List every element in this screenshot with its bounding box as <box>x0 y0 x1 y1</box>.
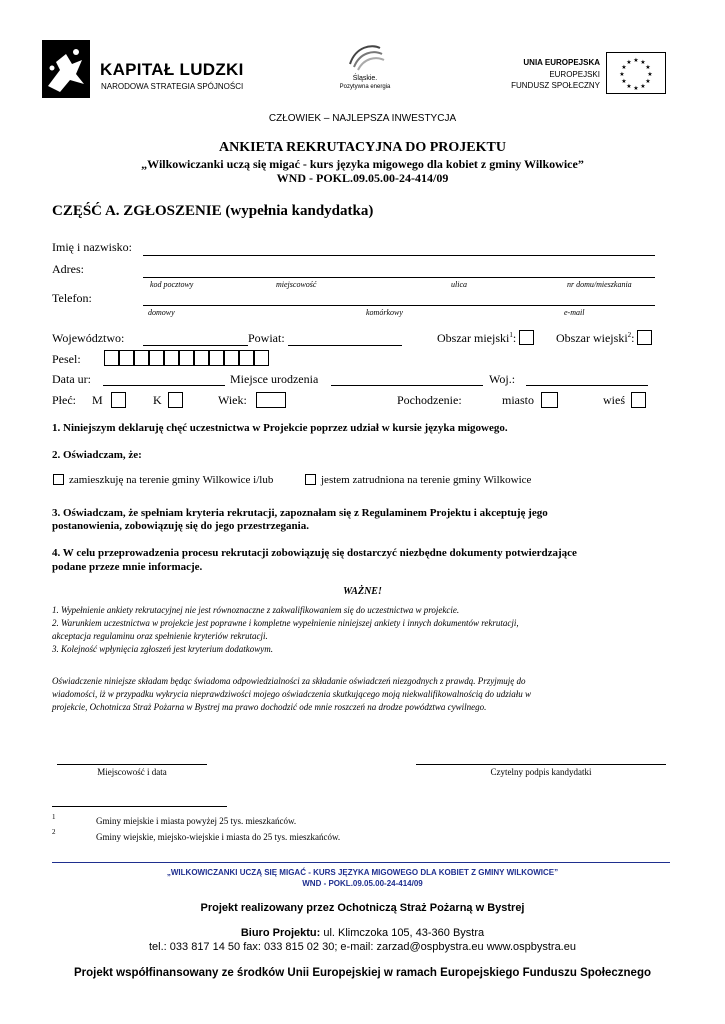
pesel-label: Pesel: <box>52 352 81 366</box>
footer-office-address: ul. Klimczoka 105, 43-360 Bystra <box>323 927 485 939</box>
rural-colon: : <box>631 331 635 345</box>
project-name: „Wilkowiczanki uczą się migać - kurs języka migowego dla kobiet z gminy Wilkowice” <box>141 157 584 171</box>
voivodeship-label: Województwo: <box>52 331 125 345</box>
pesel-digit-box[interactable] <box>224 350 239 366</box>
footer-realized-by: Projekt realizowany przez Ochotniczą Straż Pożarną w Bystrej <box>200 902 525 914</box>
county-label: Powiat: <box>248 331 285 345</box>
postal-code-caption: kod pocztowy <box>150 280 194 289</box>
svg-text:★: ★ <box>640 83 646 90</box>
slaskie-line2: Pozytywna energia <box>339 84 391 90</box>
rural-area-text: Obszar wiejski <box>556 331 628 345</box>
name-field[interactable] <box>143 255 655 256</box>
declaration-4-line2: podane przeze mnie informacje. <box>52 561 203 573</box>
eu-flag-icon <box>606 52 666 94</box>
footer-cofinanced: Projekt współfinansowany ze środków Unii Europejskiej w ramach Europejskiego Funduszu Społecznego <box>73 967 652 979</box>
address-label: Adres: <box>52 262 84 276</box>
footnote-1: Gminy miejskie i miasta powyżej 25 tys. mieszkańców. <box>96 816 297 826</box>
rural-area-label <box>556 331 635 346</box>
origin-village-checkbox[interactable] <box>631 392 646 408</box>
svg-text:★: ★ <box>621 78 627 85</box>
statement-line1: Oświadczenie niniejsze składam będąc świadoma odpowiedzialności za składanie oświadczeń niezgodnych z prawdą. Przyjmuję do <box>52 676 526 686</box>
pesel-digit-box[interactable] <box>254 350 269 366</box>
eu-line3: FUNDUSZ SPOŁECZNY <box>511 81 600 90</box>
birthdate-label: Data ur: <box>52 372 91 386</box>
footer-project-code: WND - POKL.09.05.00-24-414/09 <box>302 879 423 888</box>
mobile-phone-caption: komórkowy <box>366 308 403 317</box>
footnote-2: Gminy wiejskie, miejsko-wiejskie i miasta do 25 tys. mieszkańców. <box>96 832 341 842</box>
origin-city-label: miasto <box>502 393 534 407</box>
footnote-2-number: 2 <box>52 828 56 836</box>
pesel-digit-box[interactable] <box>209 350 224 366</box>
pesel-digit-box[interactable] <box>194 350 209 366</box>
place-date-caption: Miejscowość i data <box>97 767 167 777</box>
declaration-2: 2. Oświadczam, że: <box>52 449 142 461</box>
pesel-digit-box[interactable] <box>164 350 179 366</box>
phone-field[interactable] <box>143 305 655 306</box>
name-label: Imię i nazwisko: <box>52 240 132 254</box>
section-a-heading: CZĘŚĆ A. ZGŁOSZENIE (wypełnia kandydatka) <box>52 203 374 219</box>
county-field[interactable] <box>288 345 402 346</box>
birthdate-field[interactable] <box>103 385 225 386</box>
svg-text:★: ★ <box>633 85 639 92</box>
slaskie-logo <box>330 42 400 97</box>
svg-text:★: ★ <box>633 57 639 64</box>
eu-line1: UNIA EUROPEJSKA <box>523 58 600 67</box>
urban-footnote-ref: 1 <box>509 331 513 339</box>
statement-line3: projekcie, Ochotnicza Straż Pożarna w Bystrej ma prawo dochodzić ode mnie roszczeń na drodze powództwa cywilnego. <box>52 702 487 712</box>
rural-footnote-ref: 2 <box>627 331 632 339</box>
important-title: WAŻNE! <box>343 586 382 597</box>
employment-option: jestem zatrudniona na terenie gminy Wilkowice <box>321 474 532 486</box>
pesel-digit-box[interactable] <box>149 350 164 366</box>
footer-office-label: Biuro Projektu: <box>240 927 321 939</box>
kapital-ludzki-emblem-icon <box>42 40 90 98</box>
email-caption: e-mail <box>564 308 585 317</box>
birth-voivodeship-label: Woj.: <box>489 372 516 386</box>
important-note-2-line2: akceptacja regulaminu oraz spełnienie kryteriów rekrutacji. <box>52 631 268 641</box>
declaration-3-line1: 3. Oświadczam, że spełniam kryteria rekrutacji, zapoznałam się z Regulaminem Projektu i akceptuję jego <box>52 507 548 519</box>
employment-checkbox[interactable] <box>305 474 316 485</box>
origin-city-checkbox[interactable] <box>541 392 558 408</box>
phone-label: Telefon: <box>52 291 92 305</box>
voivodeship-field[interactable] <box>143 345 248 346</box>
birth-voivodeship-field[interactable] <box>526 385 648 386</box>
pesel-digit-box[interactable] <box>104 350 119 366</box>
svg-text:★: ★ <box>626 83 632 90</box>
pesel-digit-box[interactable] <box>179 350 194 366</box>
important-note-1: 1. Wypełnienie ankiety rekrutacyjnej nie jest równoznaczne z zakwalifikowaniem się do uczestnictwa w projekcie. <box>52 605 460 615</box>
footer-divider <box>52 862 670 863</box>
footnote-separator <box>52 806 227 807</box>
declaration-4-line1: 4. W celu przeprowadzenia procesu rekrutacji zobowiązuję się dostarczyć niezbędne dokumenty potwierdzające <box>52 547 577 559</box>
kl-title: KAPITAŁ LUDZKI <box>100 60 244 79</box>
age-field[interactable] <box>256 392 286 408</box>
urban-area-label <box>437 331 516 346</box>
residence-option: zamieszkuję na terenie gminy Wilkowice i/lub <box>69 474 274 486</box>
declaration-3-line2: postanowienia, zobowiązuję się do jego przestrzegania. <box>52 520 309 532</box>
svg-text:★: ★ <box>645 64 651 71</box>
sex-m-label: M <box>92 393 103 407</box>
age-label: Wiek: <box>218 393 247 407</box>
city-caption: miejscowość <box>276 280 317 289</box>
place-date-field[interactable] <box>57 764 207 765</box>
important-note-3: 3. Kolejność wpłynięcia zgłoszeń jest kryterium dodatkowym. <box>52 644 273 654</box>
signature-caption: Czytelny podpis kandydatki <box>490 767 592 777</box>
statement-line2: wiadomości, iż w przypadku wykrycia nieprawdziwości mojego oświadczenia skutkującego moją niekwalifikowalnością do udziału w <box>52 689 531 699</box>
eu-logo <box>500 52 670 97</box>
eu-line2: EUROPEJSKI <box>549 70 600 79</box>
sex-m-checkbox[interactable] <box>111 392 126 408</box>
residence-checkbox[interactable] <box>53 474 64 485</box>
footnote-1-number: 1 <box>52 813 56 821</box>
kl-subtitle: NARODOWA STRATEGIA SPÓJNOŚCI <box>101 82 244 91</box>
form-title: ANKIETA REKRUTACYJNA DO PROJEKTU <box>219 140 506 155</box>
pesel-digit-box[interactable] <box>239 350 254 366</box>
address-field[interactable] <box>143 277 655 278</box>
home-phone-caption: domowy <box>148 308 175 317</box>
pesel-digit-box[interactable] <box>134 350 149 366</box>
svg-text:★: ★ <box>619 71 625 78</box>
svg-text:★: ★ <box>621 64 627 71</box>
svg-text:★: ★ <box>640 59 646 66</box>
sex-k-label: K <box>153 393 162 407</box>
slaskie-swirl-icon <box>346 42 386 72</box>
pesel-digit-box[interactable] <box>119 350 134 366</box>
house-number-caption: nr domu/mieszkania <box>567 280 632 289</box>
signature-field[interactable] <box>416 764 666 765</box>
svg-text:★: ★ <box>626 59 632 66</box>
footer-project-name: „WILKOWICZANKI UCZĄ SIĘ MIGAĆ - KURS JĘZYKA MIGOWEGO DLA KOBIET Z GMINY WILKOWICE” <box>166 868 559 877</box>
project-code: WND - POKL.09.05.00-24-414/09 <box>276 171 449 185</box>
slaskie-line1: Śląskie. <box>352 75 378 82</box>
sex-label: Płeć: <box>52 393 76 407</box>
svg-text:★: ★ <box>645 78 651 85</box>
urban-area-checkbox[interactable] <box>519 330 534 345</box>
kapital-ludzki-logo <box>42 40 262 100</box>
footer-contact: tel.: 033 817 14 50 fax: 033 815 02 30; e-mail: zarzad@ospbystra.eu www.ospbystra.eu <box>149 941 576 953</box>
sex-k-checkbox[interactable] <box>168 392 183 408</box>
declaration-1: 1. Niniejszym deklaruję chęć uczestnictwa w Projekcie poprzez udział w kursie języka migowego. <box>52 422 508 434</box>
footer-office <box>0 927 725 939</box>
important-note-2-line1: 2. Warunkiem uczestnictwa w projekcie jest poprawne i kompletne wypełnienie niniejszej ankiety i innych dokumentów rekrutacji, <box>52 618 519 628</box>
birthplace-label: Miejsce urodzenia <box>230 372 319 386</box>
urban-area-text: Obszar miejski <box>437 331 510 345</box>
motto: CZŁOWIEK – NAJLEPSZA INWESTYCJA <box>268 113 457 124</box>
birthplace-field[interactable] <box>331 385 483 386</box>
street-caption: ulica <box>451 280 467 289</box>
origin-village-label: wieś <box>603 393 625 407</box>
rural-area-checkbox[interactable] <box>637 330 652 345</box>
svg-text:★: ★ <box>647 71 653 78</box>
origin-label: Pochodzenie: <box>397 393 462 407</box>
urban-colon: : <box>512 331 517 345</box>
